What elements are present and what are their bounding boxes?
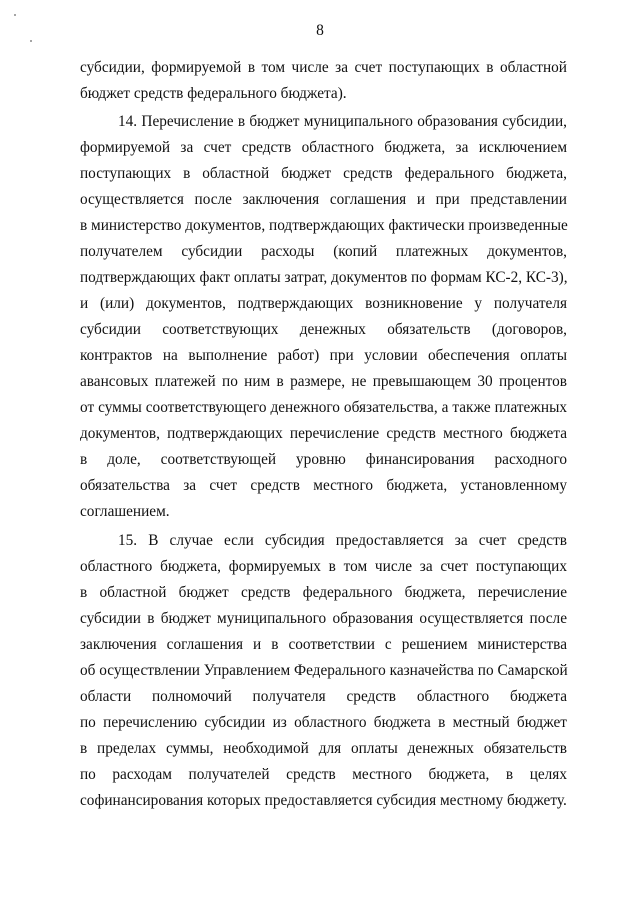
text-line: области полномочий получателя средств областного бюджета — [80, 688, 567, 705]
text-line: в пределах суммы, необходимой для оплаты денежных обязательств — [80, 740, 567, 757]
text-line: документов, подтверждающих перечисление средств местного бюджета — [80, 425, 567, 442]
text-line: бюджет средств федерального бюджета). — [80, 85, 347, 102]
text-line: подтверждающих факт оплаты затрат, документов по формам КС-2, КС-3), — [80, 269, 568, 286]
text-line: контрактов на выполнение работ) при условии обеспечения оплаты — [80, 347, 567, 364]
text-line: формируемой за счет средств областного бюджета, за исключением — [80, 139, 567, 156]
text-line: областного бюджета, формируемых в том числе за счет поступающих — [80, 558, 567, 575]
text-line: 14. Перечисление в бюджет муниципального образования субсидии, — [118, 113, 567, 130]
text-line: в областной бюджет средств федерального бюджета, перечисление — [80, 584, 567, 601]
text-line: в министерство документов, подтверждающих фактически произведенные — [80, 217, 568, 234]
text-line: осуществляется после заключения соглашения и при представлении — [80, 191, 567, 208]
text-line: получателем субсидии расходы (копий платежных документов, — [80, 243, 567, 260]
page-number: 8 — [316, 22, 324, 39]
text-line: от суммы соответствующего денежного обязательства, а также платежных — [80, 399, 567, 416]
text-line: в доле, соответствующей уровню финансирования расходного — [80, 451, 567, 468]
scan-speck — [30, 40, 32, 42]
text-line: заключения соглашения и в соответствии с решением министерства — [80, 636, 567, 653]
scan-speck — [14, 14, 16, 16]
text-line: субсидии соответствующих денежных обязательств (договоров, — [80, 321, 567, 338]
text-line: 15. В случае если субсидия предоставляется за счет средств — [118, 532, 567, 549]
text-line: об осуществлении Управлением Федерального казначейства по Самарской — [80, 662, 568, 679]
text-line: субсидии в бюджет муниципального образования осуществляется после — [80, 610, 567, 627]
text-line: по расходам получателей средств местного бюджета, в целях — [80, 766, 567, 783]
text-line: соглашением. — [80, 503, 170, 520]
text-line: софинансирования которых предоставляется субсидия местному бюджету. — [80, 792, 567, 809]
text-line: обязательства за счет средств местного бюджета, установленному — [80, 477, 567, 494]
text-line: по перечислению субсидии из областного бюджета в местный бюджет — [80, 714, 567, 731]
text-line: и (или) документов, подтверждающих возникновение у получателя — [80, 295, 567, 312]
text-line: авансовых платежей по ним в размере, не превышающем 30 процентов — [80, 373, 567, 390]
text-line: субсидии, формируемой в том числе за счет поступающих в областной — [80, 59, 567, 76]
text-line: поступающих в областной бюджет средств федерального бюджета, — [80, 165, 567, 182]
